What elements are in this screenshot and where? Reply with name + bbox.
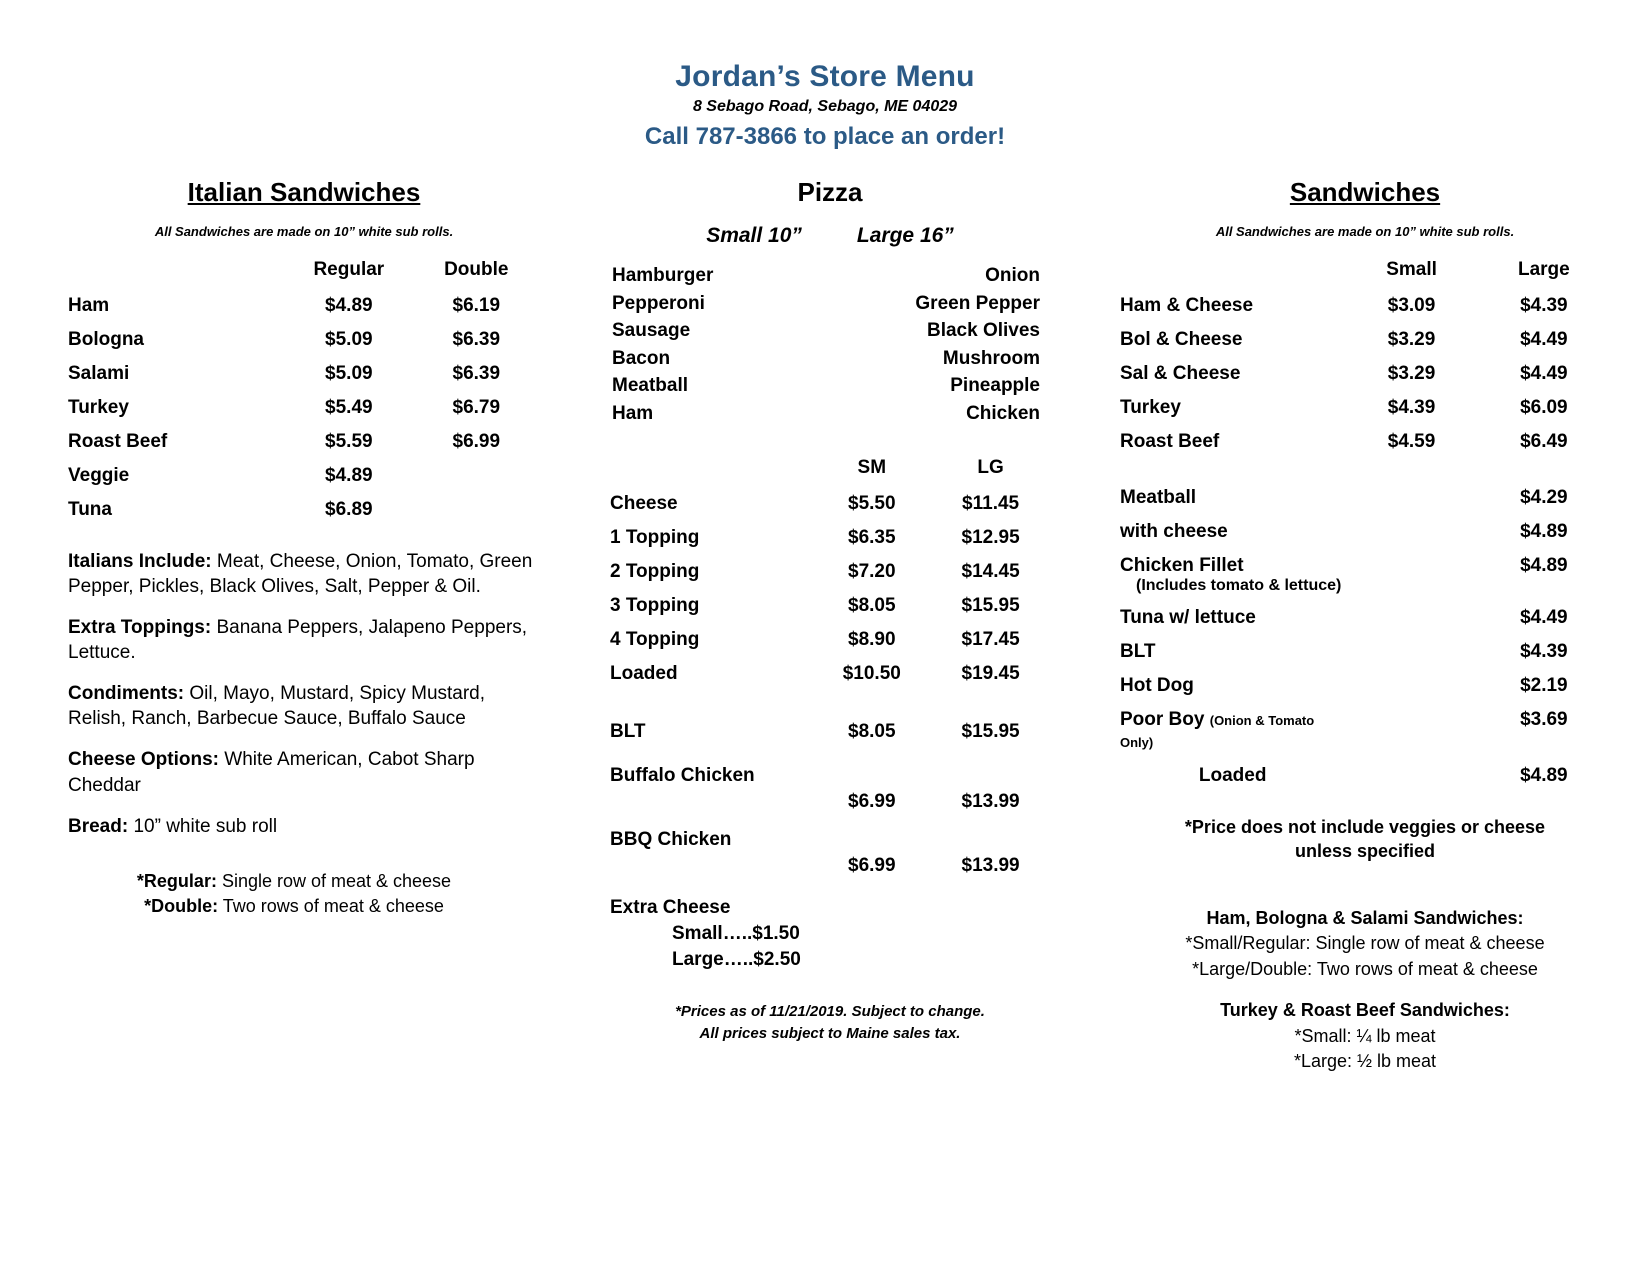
table-row <box>68 391 540 425</box>
info-bread <box>68 814 540 839</box>
price-row <box>610 791 1050 813</box>
item-price-sm: $8.05 <box>848 721 896 743</box>
topping-item: Onion <box>985 265 1040 286</box>
info-extra-toppings <box>68 615 540 665</box>
item-price-small: $3.09 <box>1387 295 1436 316</box>
pizza-toppings-list <box>610 262 1050 427</box>
info-text: White American, Cabot Sharp Cheddar <box>68 749 475 796</box>
section-italian-sandwiches <box>40 177 540 919</box>
footer-heading-turkey-roast-beef: Turkey & Roast Beef Sandwiches: <box>1220 1000 1510 1021</box>
item-name: Buffalo Chicken <box>610 765 755 787</box>
item-price-regular: $5.09 <box>325 363 373 384</box>
italian-info-block <box>68 549 540 839</box>
item-name: Tuna <box>68 499 112 520</box>
item-label: Chicken Fillet <box>1120 555 1244 576</box>
pizza-price-table <box>610 451 1050 691</box>
price-note-line-2: All prices subject to Maine sales tax. <box>699 1025 961 1043</box>
item-price-sm: $10.50 <box>842 663 901 685</box>
spacer <box>1345 635 1477 669</box>
item-price-large: $4.29 <box>1520 487 1568 508</box>
item-name: 2 Topping <box>610 561 700 583</box>
footer-line-large-meat: *Large: ½ lb meat <box>1293 1051 1437 1072</box>
info-label: Extra Toppings: <box>68 617 212 639</box>
pizza-size-row <box>610 224 1050 248</box>
item-price-large: $3.69 <box>1520 709 1568 730</box>
table-row <box>68 357 540 391</box>
info-text: Banana Peppers, Jalapeno Peppers, Lettuce. <box>68 617 528 664</box>
table-row <box>1120 481 1610 515</box>
item-price-large: $2.19 <box>1520 675 1568 696</box>
item-price-sm: $8.05 <box>848 595 896 617</box>
item-price-large: $4.39 <box>1520 641 1568 662</box>
section-heading-pizza: Pizza <box>797 177 863 207</box>
item-price-regular: $4.89 <box>325 295 373 316</box>
item-price-regular: $5.59 <box>325 431 373 452</box>
table-row <box>610 487 1050 521</box>
page-title: Jordan’s Store Menu <box>675 60 975 93</box>
call-to-order: Call 787-3866 to place an order! <box>644 123 1006 150</box>
table-row <box>1120 323 1610 357</box>
item-price-large: $4.89 <box>1520 765 1568 786</box>
section-pizza <box>580 177 1050 1045</box>
spacer <box>610 855 812 877</box>
table-row <box>68 493 540 527</box>
toppings-column-left <box>610 262 713 427</box>
topping-item: Pepperoni <box>612 292 705 314</box>
item-price-regular: $5.09 <box>325 329 373 350</box>
footer-line-large-double: *Large/Double: Two rows of meat & cheese <box>1192 958 1538 979</box>
item-price-small: $4.39 <box>1387 397 1436 418</box>
item-price-double: $6.19 <box>452 295 501 316</box>
item-price-lg: $14.45 <box>961 561 1020 583</box>
topping-item: Black Olives <box>926 320 1040 342</box>
col-header-small: Small <box>1386 259 1437 280</box>
table-header-row <box>68 253 540 289</box>
footnote-regular <box>68 869 520 894</box>
item-price-large: $4.89 <box>1520 521 1568 542</box>
italian-price-table <box>68 253 540 527</box>
item-name: Loaded <box>1198 765 1267 786</box>
pizza-size-small: Small 10” <box>706 224 802 247</box>
col-header-blank <box>68 253 285 289</box>
item-name: Turkey <box>1120 397 1181 418</box>
item-price-sm: $6.99 <box>848 791 896 813</box>
col-header-large: Large <box>1517 259 1570 280</box>
item-subnote: (Onion & Tomato Only) <box>1120 713 1315 750</box>
topping-item: Green Pepper <box>915 292 1040 314</box>
col-header-double: Double <box>444 259 509 280</box>
sandwich-price-table <box>1120 253 1610 459</box>
item-subnote: (Includes tomato & lettuce) <box>1136 577 1342 594</box>
spacer <box>1345 669 1477 703</box>
section-sandwiches <box>1090 177 1610 1075</box>
price-note-line-1: *Prices as of 11/21/2019. Subject to change. <box>675 1003 985 1021</box>
info-text: Oil, Mayo, Mustard, Spicy Mustard, Relish, Ranch, Barbecue Sauce, Buffalo Sauce <box>68 683 486 730</box>
topping-item: Chicken <box>966 402 1040 424</box>
table-row <box>1120 669 1610 703</box>
item-price-lg: $15.95 <box>961 721 1020 743</box>
topping-item: Meatball <box>612 375 689 397</box>
menu-header <box>40 60 1610 151</box>
topping-item: Ham <box>612 402 654 424</box>
col-header-lg: LG <box>977 457 1004 479</box>
item-name: Extra Cheese <box>610 897 731 919</box>
item-price-double <box>413 459 540 493</box>
extra-cheese-large: Large…..$2.50 <box>672 949 801 971</box>
pizza-extra-cheese <box>610 897 1050 971</box>
toppings-column-right <box>915 262 1050 427</box>
topping-item: Bacon <box>612 347 671 369</box>
table-row <box>1120 759 1610 793</box>
footnote-label: *Double: <box>144 895 219 916</box>
price-row <box>610 855 1050 877</box>
item-name: Salami <box>68 363 130 384</box>
sandwich-roll-note: All Sandwiches are made on 10” white sub rolls. <box>1215 224 1515 239</box>
table-row <box>610 657 1050 691</box>
info-label: Cheese Options: <box>68 749 219 771</box>
info-text: Meat, Cheese, Onion, Tomato, Green Pepper, Pickles, Black Olives, Salt, Pepper & Oil. <box>68 551 533 598</box>
table-header-row <box>1120 253 1610 289</box>
item-label: Poor Boy <box>1120 709 1205 730</box>
footer-heading-ham-bologna-salami: Ham, Bologna & Salami Sandwiches: <box>1206 907 1524 928</box>
sandwich-star-note <box>1120 815 1610 864</box>
footer-line-small-regular: *Small/Regular: Single row of meat & cheese <box>1185 933 1545 954</box>
item-name: 4 Topping <box>610 629 700 651</box>
col-header-blank <box>610 451 812 487</box>
table-row <box>610 715 1050 749</box>
sandwich-specialty-table <box>1120 481 1610 793</box>
table-row <box>1120 601 1610 635</box>
table-row <box>68 289 540 323</box>
item-name: Veggie <box>68 465 130 486</box>
col-header-blank <box>1120 253 1345 289</box>
item-price-lg: $11.45 <box>962 493 1020 515</box>
table-row <box>610 589 1050 623</box>
footnote-label: *Regular: <box>136 870 217 891</box>
item-name: BLT <box>1120 641 1156 662</box>
item-price-lg: $15.95 <box>961 595 1020 617</box>
table-header-row <box>610 451 1050 487</box>
table-row <box>1120 425 1610 459</box>
info-text: 10” white sub roll <box>128 815 278 837</box>
item-name: Turkey <box>68 397 129 418</box>
pizza-blt-row <box>610 715 1050 749</box>
spacer <box>1345 601 1477 635</box>
item-name: Hot Dog <box>1120 675 1194 696</box>
table-row <box>1120 703 1610 759</box>
item-name: Roast Beef <box>68 431 168 452</box>
table-row <box>68 459 540 493</box>
star-note-line-1: *Price does not include veggies or cheese <box>1184 817 1546 837</box>
spacer <box>1345 759 1477 793</box>
spacer <box>1345 703 1477 759</box>
section-heading-sandwiches: Sandwiches <box>1289 177 1441 207</box>
table-row <box>68 323 540 357</box>
table-row <box>1120 635 1610 669</box>
item-price-large: $4.49 <box>1520 329 1568 350</box>
footnote-double <box>68 894 520 919</box>
footer-line-small-meat: *Small: ¼ lb meat <box>1294 1025 1436 1046</box>
spacer <box>1120 459 1610 481</box>
spacer <box>1345 481 1477 515</box>
info-condiments <box>68 681 540 731</box>
star-note-line-2: unless specified <box>1294 841 1436 862</box>
col-header-regular: Regular <box>313 259 385 280</box>
spacer <box>1345 549 1477 601</box>
topping-item: Mushroom <box>942 347 1040 369</box>
store-address: 8 Sebago Road, Sebago, ME 04029 <box>692 98 958 115</box>
item-name: Ham & Cheese <box>1120 295 1254 316</box>
item-price-large: $4.49 <box>1520 363 1568 384</box>
item-price-double: $6.39 <box>452 329 501 350</box>
item-price-lg: $13.99 <box>961 855 1020 877</box>
item-price-sm: $6.99 <box>848 855 896 877</box>
table-row <box>1120 515 1610 549</box>
item-price-sm: $7.20 <box>848 561 896 583</box>
sandwich-footer-notes <box>1120 906 1610 1075</box>
item-price-small: $4.59 <box>1387 431 1436 452</box>
table-row <box>1120 549 1610 601</box>
footnote-text: Single row of meat & cheese <box>216 870 452 891</box>
info-label: Bread: <box>68 815 129 837</box>
table-row <box>1120 357 1610 391</box>
item-price-small: $3.29 <box>1387 363 1436 384</box>
item-price-large: $4.89 <box>1520 555 1568 576</box>
item-name: BLT <box>610 721 646 743</box>
section-heading-italian: Italian Sandwiches <box>187 177 421 207</box>
item-name: BBQ Chicken <box>610 829 732 851</box>
item-name: Tuna w/ lettuce <box>1120 607 1256 628</box>
item-name: Sal & Cheese <box>1120 363 1241 384</box>
spacer <box>1120 982 1610 998</box>
item-price-large: $4.49 <box>1520 607 1568 628</box>
table-row <box>610 555 1050 589</box>
menu-columns <box>40 177 1610 1075</box>
item-price-double: $6.79 <box>452 397 501 418</box>
item-price-sm: $8.90 <box>848 629 896 651</box>
italian-roll-note: All Sandwiches are made on 10” white sub rolls. <box>154 224 454 239</box>
item-name: 3 Topping <box>610 595 700 617</box>
topping-item: Sausage <box>612 320 691 342</box>
pizza-bbq-chicken <box>610 829 1050 877</box>
table-row <box>1120 289 1610 323</box>
extra-cheese-small: Small…..$1.50 <box>672 923 800 945</box>
pizza-size-large: Large 16” <box>856 224 954 247</box>
item-name: Bol & Cheese <box>1120 329 1243 350</box>
pizza-price-note <box>610 1001 1050 1045</box>
item-name <box>1120 549 1345 601</box>
table-row <box>68 425 540 459</box>
footnote-text: Two rows of meat & cheese <box>218 895 444 916</box>
topping-item: Pineapple <box>950 375 1040 397</box>
item-price-regular: $5.49 <box>325 397 373 418</box>
item-name: Bologna <box>68 329 144 350</box>
info-cheese-options <box>68 747 540 797</box>
spacer <box>610 791 812 813</box>
item-name: Roast Beef <box>1120 431 1220 452</box>
item-name: with cheese <box>1120 521 1228 542</box>
pizza-buffalo-chicken <box>610 765 1050 813</box>
item-price-large: $6.49 <box>1520 431 1568 452</box>
info-italians-include <box>68 549 540 599</box>
item-name: Loaded <box>610 663 678 685</box>
item-name: 1 Topping <box>610 527 700 549</box>
item-price-large: $4.39 <box>1520 295 1568 316</box>
spacer <box>1345 515 1477 549</box>
item-price-regular: $6.89 <box>325 499 373 520</box>
item-name: Ham <box>68 295 110 316</box>
item-price-sm: $6.35 <box>848 527 896 549</box>
item-price-double <box>413 493 540 527</box>
item-price-sm: $5.50 <box>848 493 896 515</box>
table-row <box>1120 391 1610 425</box>
item-price-lg: $13.99 <box>961 791 1020 813</box>
item-price-double: $6.39 <box>452 363 501 384</box>
info-label: Italians Include: <box>68 551 212 572</box>
item-price-small: $3.29 <box>1387 329 1436 350</box>
item-price-lg: $17.45 <box>961 629 1020 651</box>
item-price-lg: $19.45 <box>961 663 1020 685</box>
item-name <box>1120 703 1345 759</box>
topping-item: Hamburger <box>612 265 714 286</box>
item-price-large: $6.09 <box>1520 397 1568 418</box>
item-name: Meatball <box>1120 487 1197 508</box>
item-name: Cheese <box>610 493 678 515</box>
table-row <box>610 623 1050 657</box>
item-price-lg: $12.95 <box>961 527 1020 549</box>
item-price-regular: $4.89 <box>325 465 373 486</box>
info-label: Condiments: <box>68 683 185 705</box>
item-price-double: $6.99 <box>452 431 501 452</box>
col-header-sm: SM <box>857 457 887 479</box>
italian-footnote <box>68 869 540 919</box>
table-row <box>610 521 1050 555</box>
